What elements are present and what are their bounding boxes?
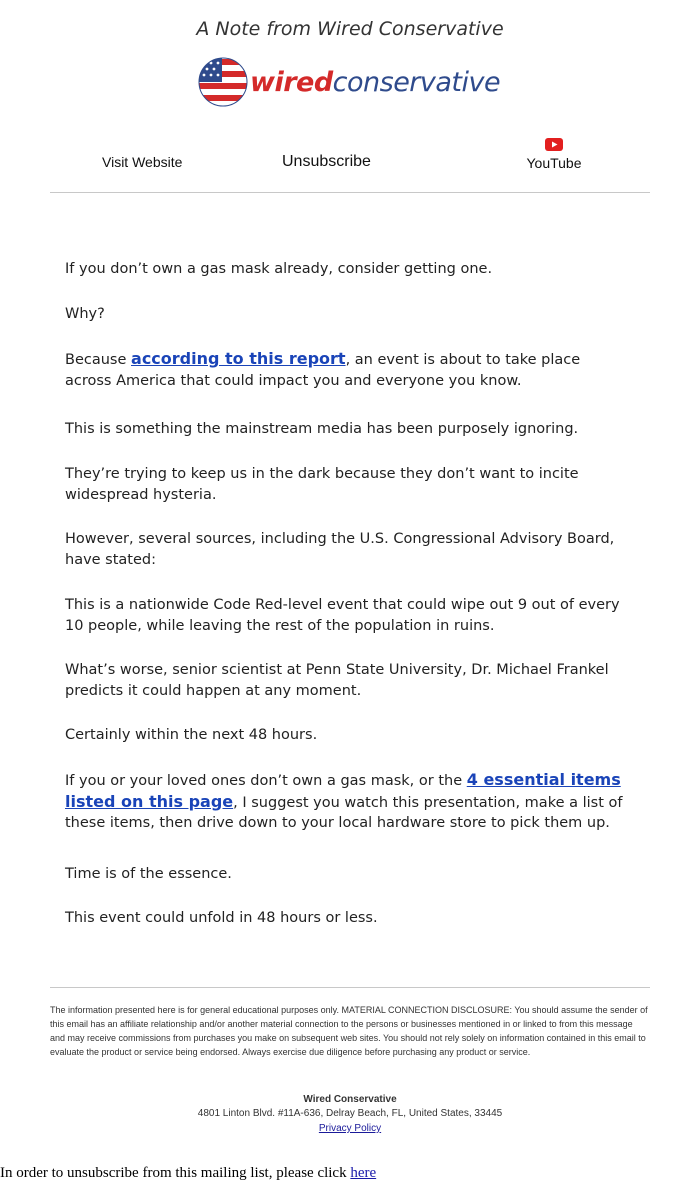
paragraph-3: Because according to this report, an event is about to take place across America that could impact you and everyone you know. bbox=[65, 349, 581, 389]
essential-items-link[interactable]: 4 essential items listed on this page bbox=[65, 770, 621, 811]
footer-divider bbox=[50, 987, 650, 988]
unsubscribe-here-link[interactable]: here bbox=[350, 1165, 377, 1181]
paragraph-1: If you don’t own a gas mask already, consider getting one. bbox=[65, 261, 493, 277]
unsubscribe-notice: In order to unsubscribe from this mailing list, please click here bbox=[0, 1165, 377, 1181]
disclaimer-text: The information presented here is for general educational purposes only. MATERIAL CONNECTION DISCLOSURE: You should assume the sender of this email has an affiliate relationship and/or another material connection to the persons or businesses mentioned in or linked to from this message and may receive commissions from purchases you make on subsequent web sites. You should not rely solely on information contained in this email to evaluate the product or service being endorsed. Always exercise due diligence before purchasing any product or service. bbox=[50, 1005, 648, 1057]
brand-logo[interactable] bbox=[198, 56, 500, 108]
company-address: 4801 Linton Blvd. #11A-636, Delray Beach, FL, United States, 33445 bbox=[197, 1108, 503, 1119]
youtube-label: YouTube bbox=[526, 155, 582, 171]
youtube-icon bbox=[545, 138, 563, 151]
header-divider bbox=[50, 192, 650, 193]
paragraph-5: They’re trying to keep us in the dark because they don’t want to incite widespread hysteria. bbox=[65, 466, 579, 503]
privacy-policy-container bbox=[0, 1123, 700, 1134]
paragraph-2: Why? bbox=[65, 306, 105, 322]
visit-website-link[interactable]: Visit Website bbox=[102, 154, 183, 170]
flag-globe-logo-icon bbox=[198, 57, 248, 107]
company-name: Wired Conservative bbox=[303, 1094, 397, 1105]
youtube-link[interactable] bbox=[526, 138, 582, 171]
top-nav bbox=[50, 136, 650, 186]
paragraph-9: Certainly within the next 48 hours. bbox=[65, 727, 318, 743]
unsubscribe-link[interactable]: Unsubscribe bbox=[282, 153, 371, 170]
report-link[interactable]: according to this report bbox=[131, 349, 346, 368]
logo-wordmark bbox=[250, 67, 500, 98]
paragraph-10: If you or your loved ones don’t own a gas mask, or the 4 essential items listed on this page, I suggest you watch this presentation, make a list of these items, then drive down to your local hardware store to pick them up. bbox=[65, 770, 623, 831]
paragraph-6: However, several sources, including the U.S. Congressional Advisory Board, have stated: bbox=[65, 531, 615, 568]
paragraph-11: Time is of the essence. bbox=[65, 866, 232, 882]
header-title: A Note from Wired Conservative bbox=[196, 18, 504, 40]
paragraph-8: What’s worse, senior scientist at Penn State University, Dr. Michael Frankel predicts it could happen at any moment. bbox=[65, 662, 609, 699]
paragraph-4: This is something the mainstream media has been purposely ignoring. bbox=[65, 421, 579, 437]
logo-wired-text: wired bbox=[250, 66, 333, 98]
paragraph-12: This event could unfold in 48 hours or less. bbox=[65, 910, 378, 926]
paragraph-7: This is a nationwide Code Red-level event that could wipe out 9 out of every 10 people, while leaving the rest of the population in ruins. bbox=[65, 597, 620, 634]
privacy-policy-link[interactable]: Privacy Policy bbox=[318, 1123, 382, 1134]
logo-conservative-text: conservative bbox=[332, 66, 501, 98]
